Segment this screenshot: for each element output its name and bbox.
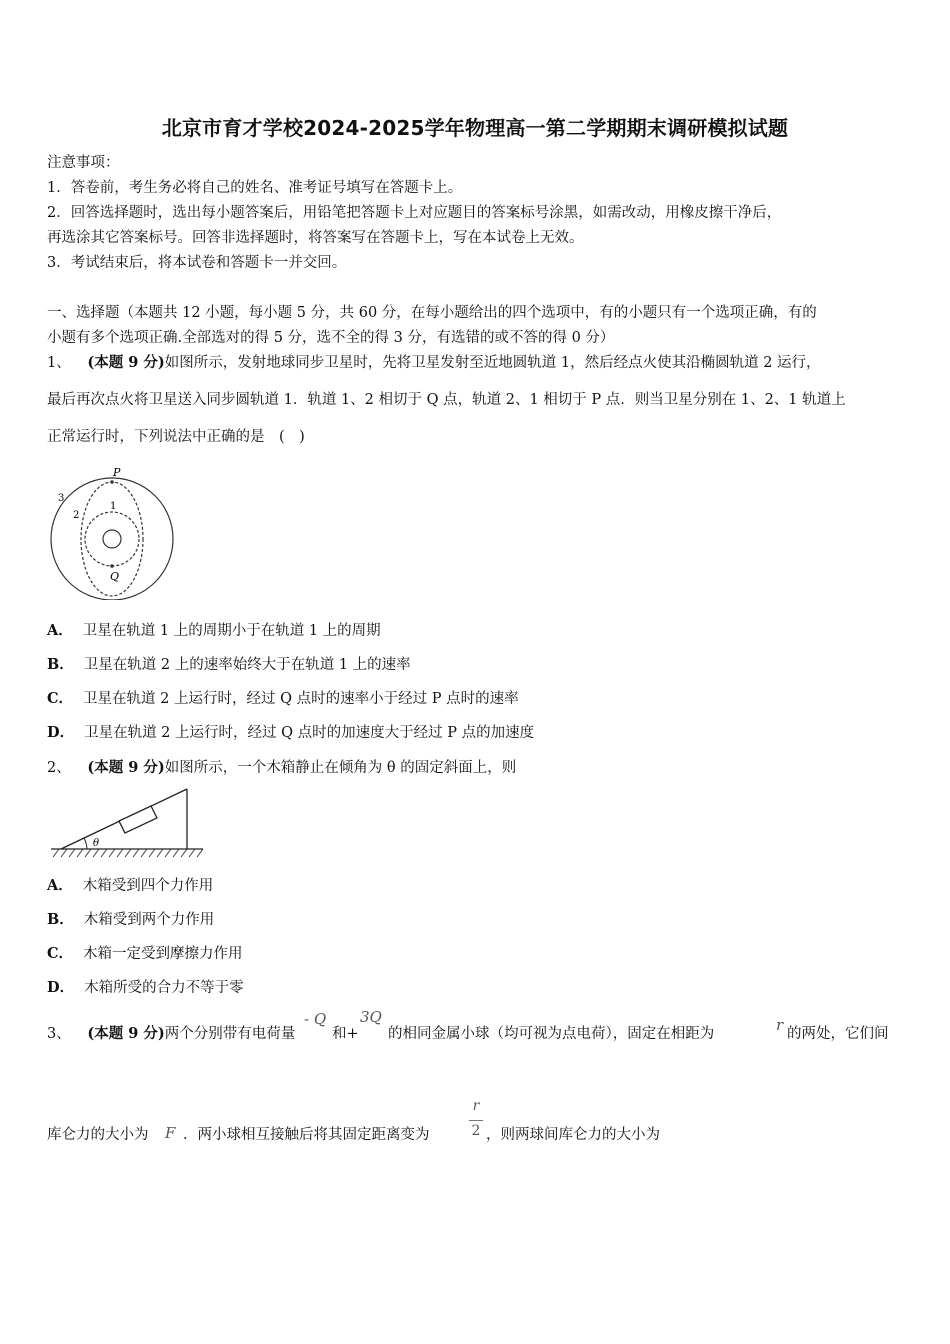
ground-hatch xyxy=(53,849,203,857)
wooden-box xyxy=(119,806,157,833)
q3-score: (本题 9 分) xyxy=(87,1025,165,1042)
q3-text: ．两小球相互接触后将其固定距离变为 xyxy=(183,1127,430,1143)
q3-text: 的相同金属小球（均可视为点电荷），固定在相距为 xyxy=(388,1026,715,1042)
q3-charge-neg: - Q xyxy=(304,1010,327,1028)
q1-option-c[interactable]: C． 卫星在轨道 2 上运行时，经过 Q 点时的速率小于经过 P 点时的速率 xyxy=(47,690,519,707)
q3-line xyxy=(47,1022,295,1043)
q1-option-b[interactable]: B． 卫星在轨道 2 上的速率始终大于在轨道 1 上的速率 xyxy=(47,656,411,673)
q3-number: 3、 xyxy=(47,1026,71,1042)
q3-fraction-numerator: r xyxy=(472,1098,480,1114)
q1-line: 正常运行时，下列说法中正确的是 ( ) xyxy=(47,429,305,445)
label-1: 1 xyxy=(110,501,117,512)
q1-score: (本题 9 分) xyxy=(87,354,165,371)
q3-force-f: F xyxy=(165,1124,176,1142)
q3-fraction-denominator: 2 xyxy=(471,1123,481,1139)
q2-option-a[interactable]: A． 木箱受到四个力作用 xyxy=(47,877,214,894)
q3-text: 两个分别带有电荷量 xyxy=(164,1026,296,1042)
incline-figure xyxy=(47,785,207,860)
q3-distance-r: r xyxy=(776,1016,784,1034)
q3-line: 库仑力的大小为 xyxy=(47,1127,149,1143)
angle-arc xyxy=(84,838,87,849)
notice-item: 2．回答选择题时，选出每小题答案后，用铅笔把答题卡上对应题目的答案标号涂黑，如需改动，用橡皮擦干净后， xyxy=(47,205,782,221)
q2-option-b[interactable]: B． 木箱受到两个力作用 xyxy=(47,911,215,928)
label-3: 3 xyxy=(58,493,65,504)
q1-text: 如图所示，发射地球同步卫星时，先将卫星发射至近地圆轨道 1，然后经点火使其沿椭圆轨道 2 运行， xyxy=(164,355,821,371)
theta-label: θ xyxy=(93,838,100,849)
point-q-dot xyxy=(110,564,114,568)
q2-line xyxy=(47,756,516,777)
q3-charge-pos: 3Q xyxy=(360,1008,382,1026)
q2-number: 2、 xyxy=(47,760,71,776)
orbit-figure xyxy=(47,460,177,600)
section-heading: 小题有多个选项正确.全部选对的得 5 分，选不全的得 3 分，有选错的或不答的得 0 分） xyxy=(47,330,615,346)
orbit-1-circle xyxy=(85,512,139,566)
section-heading: 一、选择题（本题共 12 小题，每小题 5 分，共 60 分，在每小题给出的四个选项中，有的小题只有一个选项正确，有的 xyxy=(47,305,817,321)
label-q: Q xyxy=(110,570,120,583)
point-p-dot xyxy=(110,480,114,484)
notice-item: 3．考试结束后，将本试卷和答题卡一并交回。 xyxy=(47,255,347,271)
q3-text: 的两处，它们间 xyxy=(787,1026,889,1042)
q1-option-a[interactable]: A． 卫星在轨道 1 上的周期小于在轨道 1 上的周期 xyxy=(47,622,381,639)
earth-circle xyxy=(103,530,121,548)
label-2: 2 xyxy=(73,510,80,521)
exam-title: 北京市育才学校2024-2025学年物理高一第二学期期末调研模拟试题 xyxy=(161,116,789,140)
notice-item: 再选涂其它答案标号。回答非选择题时，将答案写在答题卡上，写在本试卷上无效。 xyxy=(47,230,584,246)
q1-line: 最后再次点火将卫星送入同步圆轨道 1．轨道 1、2 相切于 Q 点，轨道 2、1 相切于 P 点．则当卫星分别在 1、2、1 轨道上 xyxy=(47,392,846,408)
q2-option-c[interactable]: C． 木箱一定受到摩擦力作用 xyxy=(47,945,243,962)
q2-score: (本题 9 分) xyxy=(87,759,165,776)
q1-number: 1、 xyxy=(47,355,71,371)
label-p: P xyxy=(113,466,121,479)
q3-text: ，则两球间库仑力的大小为 xyxy=(486,1127,660,1143)
q1-line xyxy=(47,351,821,372)
q3-text: 和+ xyxy=(332,1026,359,1042)
notice-heading: 注意事项： xyxy=(47,155,120,171)
q2-option-d[interactable]: D． 木箱所受的合力不等于零 xyxy=(47,979,244,996)
q1-option-d[interactable]: D． 卫星在轨道 2 上运行时，经过 Q 点时的加速度大于经过 P 点的加速度 xyxy=(47,724,535,741)
notice-item: 1．答卷前，考生务必将自己的姓名、准考证号填写在答题卡上。 xyxy=(47,180,463,196)
q3-fraction-bar xyxy=(469,1120,483,1121)
q2-text: 如图所示，一个木箱静止在倾角为 θ 的固定斜面上，则 xyxy=(164,760,517,776)
